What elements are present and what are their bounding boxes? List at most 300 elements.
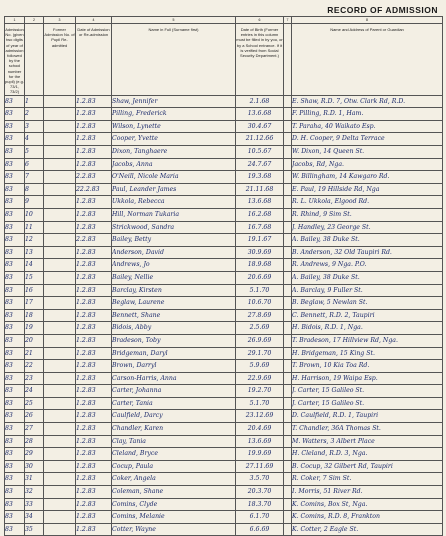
former-admission-no (44, 423, 76, 436)
former-admission-no (44, 221, 76, 234)
parent-name-address: R. Andrews, 9 Nga. P.O. (292, 259, 443, 272)
parent-name-address: J. Carter, 15 Galileo St. (292, 397, 443, 410)
admission-number: 31 (25, 473, 44, 486)
admission-year: 83 (5, 460, 25, 473)
table-row (5, 322, 443, 335)
admission-number: 34 (25, 511, 44, 524)
pupil-name: Caulfield, Darcy (112, 410, 236, 423)
table-row (5, 410, 443, 423)
admission-number: 5 (25, 146, 44, 159)
parent-name-address: A. Barclay, 9 Fuller St. (292, 284, 443, 297)
admission-date: 1.2.83 (76, 309, 112, 322)
pupil-name: Carter, Johanna (112, 385, 236, 398)
pupil-name: Barclay, Kirsten (112, 284, 236, 297)
admission-year: 83 (5, 234, 25, 247)
former-admission-no (44, 334, 76, 347)
admission-year: 83 (5, 259, 25, 272)
former-admission-no (44, 322, 76, 335)
admission-number: 32 (25, 486, 44, 499)
blank-cell (284, 523, 292, 536)
parent-name-address: H. Bidois, R.D. 1, Nga. (292, 322, 443, 335)
former-admission-no (44, 271, 76, 284)
date-of-birth: 18.9.68 (236, 259, 284, 272)
column-number: 8 (292, 17, 443, 24)
table-row (5, 473, 443, 486)
admission-number: 17 (25, 297, 44, 310)
admission-date: 1.2.83 (76, 486, 112, 499)
admission-date: 1.2.83 (76, 372, 112, 385)
admission-year: 83 (5, 309, 25, 322)
blank-cell (284, 183, 292, 196)
pupil-name: Bailey, Betty (112, 234, 236, 247)
table-row (5, 297, 443, 310)
blank-cell (284, 435, 292, 448)
table-row (5, 95, 443, 108)
admission-date: 1.2.83 (76, 397, 112, 410)
blank-cell (284, 334, 292, 347)
admission-date: 22.2.83 (76, 183, 112, 196)
column-number: 5 (112, 17, 236, 24)
date-of-birth: 20.4.69 (236, 423, 284, 436)
parent-name-address: K. Comins, R.D. 8, Frankton (292, 511, 443, 524)
blank-cell (284, 259, 292, 272)
parent-name-address: R. L. Ukkola, Elgood Rd. (292, 196, 443, 209)
admission-year: 83 (5, 498, 25, 511)
admission-year: 83 (5, 297, 25, 310)
admission-number: 33 (25, 498, 44, 511)
date-of-birth: 2.1.68 (236, 95, 284, 108)
date-of-birth: 16.2.68 (236, 208, 284, 221)
pupil-name: Beglaw, Laurene (112, 297, 236, 310)
parent-name-address: W. Billingham, 14 Kawgaro Rd. (292, 171, 443, 184)
admission-number: 25 (25, 397, 44, 410)
pupil-name: Comins, Melanie (112, 511, 236, 524)
blank-cell (284, 284, 292, 297)
former-admission-no (44, 360, 76, 373)
former-admission-no (44, 108, 76, 121)
pupil-name: Hill, Norman Tukaria (112, 208, 236, 221)
admission-date: 1.2.83 (76, 146, 112, 159)
parent-name-address: T. Brown, 10 Kia Toa Rd. (292, 360, 443, 373)
admission-number: 21 (25, 347, 44, 360)
blank-cell (284, 120, 292, 133)
admission-number: 27 (25, 423, 44, 436)
admission-year: 83 (5, 410, 25, 423)
date-of-birth: 10.6.70 (236, 297, 284, 310)
date-of-birth: 19.3.68 (236, 171, 284, 184)
table-row (5, 334, 443, 347)
date-of-birth: 29.1.70 (236, 347, 284, 360)
admission-date: 1.2.83 (76, 511, 112, 524)
admission-date: 1.2.83 (76, 259, 112, 272)
date-of-birth: 5.9.69 (236, 360, 284, 373)
date-of-birth: 20.3.70 (236, 486, 284, 499)
admission-number: 28 (25, 435, 44, 448)
pupil-name: Anderson, David (112, 246, 236, 259)
admission-number: 10 (25, 208, 44, 221)
date-of-birth: 27.8.69 (236, 309, 284, 322)
table-row (5, 196, 443, 209)
admission-year: 83 (5, 486, 25, 499)
header-name-in-full: Name in Full (Surname first) (112, 24, 236, 96)
blank-cell (284, 95, 292, 108)
parent-name-address: D. H. Cooper, 9 Delta Terrace (292, 133, 443, 146)
former-admission-no (44, 397, 76, 410)
pupil-name: Shaw, Jennifer (112, 95, 236, 108)
admission-year: 83 (5, 473, 25, 486)
column-number: 4 (76, 17, 112, 24)
table-row (5, 448, 443, 461)
blank-cell (284, 297, 292, 310)
table-row (5, 146, 443, 159)
parent-name-address: R. Coker, 7 Sim St. (292, 473, 443, 486)
admission-number: 24 (25, 385, 44, 398)
pupil-name: Dixon, Tanghaere (112, 146, 236, 159)
admission-date: 1.2.83 (76, 347, 112, 360)
date-of-birth: 27.11.69 (236, 460, 284, 473)
pupil-name: Bidois, Abby (112, 322, 236, 335)
table-row (5, 423, 443, 436)
admission-year: 83 (5, 271, 25, 284)
former-admission-no (44, 95, 76, 108)
admission-number: 8 (25, 183, 44, 196)
table-row (5, 523, 443, 536)
former-admission-no (44, 410, 76, 423)
parent-name-address: B. Beglaw, 5 Newlan St. (292, 297, 443, 310)
admission-number: 15 (25, 271, 44, 284)
blank-cell (284, 196, 292, 209)
pupil-name: Bailey, Nellie (112, 271, 236, 284)
blank-cell (284, 360, 292, 373)
admission-year: 83 (5, 120, 25, 133)
admission-date: 1.2.83 (76, 448, 112, 461)
blank-cell (284, 234, 292, 247)
admission-date: 1.2.83 (76, 334, 112, 347)
parent-name-address: T. Chandler, 36A Thomas St. (292, 423, 443, 436)
parent-name-address: A. Bailey, 38 Duke St. (292, 271, 443, 284)
former-admission-no (44, 523, 76, 536)
former-admission-no (44, 435, 76, 448)
parent-name-address: M. Watters, 3 Albert Place (292, 435, 443, 448)
blank-cell (284, 460, 292, 473)
admission-date: 1.2.83 (76, 271, 112, 284)
former-admission-no (44, 309, 76, 322)
parent-name-address: W. Dixon, 14 Queen St. (292, 146, 443, 159)
column-number: 3 (44, 17, 76, 24)
table-row (5, 385, 443, 398)
column-number: 6 (236, 17, 284, 24)
blank-cell (284, 385, 292, 398)
admission-date: 1.2.83 (76, 423, 112, 436)
blank-cell (284, 158, 292, 171)
blank-cell (284, 511, 292, 524)
admission-year: 83 (5, 183, 25, 196)
former-admission-no (44, 171, 76, 184)
admission-year: 83 (5, 397, 25, 410)
pupil-name: Andrews, Jo (112, 259, 236, 272)
blank-cell (284, 221, 292, 234)
blank-cell (284, 133, 292, 146)
parent-name-address: H. Cleland, R.D. 3, Nga. (292, 448, 443, 461)
parent-name-address: E. Shaw, R.D. 7, Otw. Clark Rd, R.D. (292, 95, 443, 108)
former-admission-no (44, 297, 76, 310)
date-of-birth: 21.12.66 (236, 133, 284, 146)
header-blank (25, 24, 44, 96)
column-number: 2 (25, 17, 44, 24)
pupil-name: Cocup, Paula (112, 460, 236, 473)
admission-number: 7 (25, 171, 44, 184)
admission-date: 1.2.83 (76, 460, 112, 473)
admission-year: 83 (5, 196, 25, 209)
pupil-name: Carson-Harris, Anna (112, 372, 236, 385)
table-row (5, 486, 443, 499)
date-of-birth: 18.3.70 (236, 498, 284, 511)
admission-date: 2.2.83 (76, 234, 112, 247)
admission-date: 1.2.83 (76, 284, 112, 297)
admission-number: 19 (25, 322, 44, 335)
date-of-birth: 13.6.68 (236, 196, 284, 209)
table-row (5, 271, 443, 284)
admission-date: 1.2.83 (76, 208, 112, 221)
admission-year: 83 (5, 423, 25, 436)
parent-name-address: H. Bridgeman, 15 King St. (292, 347, 443, 360)
pupil-name: Bradeson, Toby (112, 334, 236, 347)
blank-cell (284, 473, 292, 486)
admission-year: 83 (5, 372, 25, 385)
page-title: RECORD OF ADMISSION (327, 5, 438, 15)
date-of-birth: 30.9.69 (236, 246, 284, 259)
blank-cell (284, 309, 292, 322)
parent-name-address: J. Carter, 15 Galileo St. (292, 385, 443, 398)
pupil-name: Comins, Clyde (112, 498, 236, 511)
admission-number: 14 (25, 259, 44, 272)
pupil-name: Strickwood, Sandra (112, 221, 236, 234)
former-admission-no (44, 284, 76, 297)
former-admission-no (44, 385, 76, 398)
admission-number: 35 (25, 523, 44, 536)
parent-name-address: K. Comins, Box St, Nga. (292, 498, 443, 511)
admission-year: 83 (5, 385, 25, 398)
former-admission-no (44, 208, 76, 221)
admission-year: 83 (5, 511, 25, 524)
admission-date: 1.2.83 (76, 158, 112, 171)
former-admission-no (44, 486, 76, 499)
admission-year: 83 (5, 158, 25, 171)
column-number: 7 (284, 17, 292, 24)
former-admission-no (44, 146, 76, 159)
table-row (5, 397, 443, 410)
admission-date: 1.2.83 (76, 410, 112, 423)
parent-name-address: B. Cocup, 32 Gilbert Rd, Taupiri (292, 460, 443, 473)
pupil-name: Chandler, Karen (112, 423, 236, 436)
admission-number: 26 (25, 410, 44, 423)
former-admission-no (44, 234, 76, 247)
table-row (5, 511, 443, 524)
pupil-name: Coleman, Shane (112, 486, 236, 499)
admission-number: 29 (25, 448, 44, 461)
date-of-birth: 16.7.68 (236, 221, 284, 234)
blank-cell (284, 448, 292, 461)
admission-year: 83 (5, 334, 25, 347)
admission-date: 1.2.83 (76, 221, 112, 234)
date-of-birth: 24.7.67 (236, 158, 284, 171)
blank-cell (284, 498, 292, 511)
admission-date: 1.2.83 (76, 108, 112, 121)
parent-name-address: H. Harrison, 19 Waipa Esp. (292, 372, 443, 385)
blank-cell (284, 271, 292, 284)
parent-name-address: K. Cotter, 2 Eagle St. (292, 523, 443, 536)
date-of-birth: 30.4.67 (236, 120, 284, 133)
admission-date: 1.2.83 (76, 95, 112, 108)
former-admission-no (44, 460, 76, 473)
header-date-of-birth: Date of Birth (Former entries in this column must be filled in by you, or by a School entrance. If it is verified from Social Security Department.) (236, 24, 284, 96)
table-row (5, 208, 443, 221)
table-row (5, 108, 443, 121)
blank-cell (284, 322, 292, 335)
pupil-name: O'Neill, Nicole Maria (112, 171, 236, 184)
admission-register-table (4, 16, 443, 536)
date-of-birth: 19.1.67 (236, 234, 284, 247)
blank-cell (284, 347, 292, 360)
parent-name-address: F. Pilling, R.D. 1, Ham. (292, 108, 443, 121)
table-row (5, 133, 443, 146)
admission-year: 83 (5, 146, 25, 159)
table-row (5, 259, 443, 272)
parent-name-address: A. Bailey, 38 Duke St. (292, 234, 443, 247)
admission-year: 83 (5, 448, 25, 461)
admission-number: 13 (25, 246, 44, 259)
pupil-name: Jacobs, Anna (112, 158, 236, 171)
pupil-name: Clay, Tania (112, 435, 236, 448)
parent-name-address: D. Caulfield, R.D. 1, Taupiri (292, 410, 443, 423)
date-of-birth: 23.12.69 (236, 410, 284, 423)
date-of-birth: 10.5.67 (236, 146, 284, 159)
parent-name-address: Jacobs, Rd, Nga. (292, 158, 443, 171)
admission-date: 1.2.83 (76, 360, 112, 373)
former-admission-no (44, 347, 76, 360)
admission-number: 9 (25, 196, 44, 209)
admission-year: 83 (5, 360, 25, 373)
former-admission-no (44, 259, 76, 272)
blank-cell (284, 208, 292, 221)
blank-cell (284, 486, 292, 499)
column-header-row (5, 24, 443, 96)
admission-year: 83 (5, 435, 25, 448)
table-row (5, 347, 443, 360)
admission-year: 83 (5, 133, 25, 146)
admission-year: 83 (5, 108, 25, 121)
admission-year: 83 (5, 208, 25, 221)
parent-name-address: R. Rhind, 9 Sim St. (292, 208, 443, 221)
admission-date: 1.2.83 (76, 297, 112, 310)
pupil-name: Wilson, Lynette (112, 120, 236, 133)
pupil-name: Cooper, Yvette (112, 133, 236, 146)
admission-number: 18 (25, 309, 44, 322)
admission-year: 83 (5, 322, 25, 335)
date-of-birth: 13.6.68 (236, 108, 284, 121)
date-of-birth: 20.6.69 (236, 271, 284, 284)
parent-name-address: B. Anderson, 32 Old Taupiri Rd. (292, 246, 443, 259)
date-of-birth: 5.1.70 (236, 397, 284, 410)
admission-year: 83 (5, 347, 25, 360)
pupil-name: Carter, Tania (112, 397, 236, 410)
table-row (5, 360, 443, 373)
pupil-name: Bennett, Shane (112, 309, 236, 322)
blank-cell (284, 108, 292, 121)
parent-name-address: C. Bennett, R.D. 2, Taupiri (292, 309, 443, 322)
former-admission-no (44, 511, 76, 524)
date-of-birth: 3.5.70 (236, 473, 284, 486)
admission-year: 83 (5, 95, 25, 108)
admission-year: 83 (5, 221, 25, 234)
former-admission-no (44, 473, 76, 486)
admission-date: 1.2.83 (76, 133, 112, 146)
former-admission-no (44, 246, 76, 259)
blank-cell (284, 146, 292, 159)
pupil-name: Cotter, Wayne (112, 523, 236, 536)
admission-number: 4 (25, 133, 44, 146)
table-row (5, 171, 443, 184)
table-row (5, 221, 443, 234)
blank-cell (284, 423, 292, 436)
admission-number: 1 (25, 95, 44, 108)
admission-number: 3 (25, 120, 44, 133)
former-admission-no (44, 133, 76, 146)
admission-number: 30 (25, 460, 44, 473)
pupil-name: Cleland, Bryce (112, 448, 236, 461)
admission-number: 12 (25, 234, 44, 247)
pupil-name: Brown, Darryl (112, 360, 236, 373)
table-row (5, 435, 443, 448)
table-row (5, 246, 443, 259)
date-of-birth: 21.11.68 (236, 183, 284, 196)
blank-cell (284, 372, 292, 385)
admission-number: 2 (25, 108, 44, 121)
blank-cell (284, 246, 292, 259)
admission-number: 16 (25, 284, 44, 297)
date-of-birth: 2.5.69 (236, 322, 284, 335)
admission-year: 83 (5, 246, 25, 259)
header-date-of-admission: Date of Admission or Re-admission (76, 24, 112, 96)
admission-number: 22 (25, 360, 44, 373)
blank-cell (284, 171, 292, 184)
table-row (5, 498, 443, 511)
parent-name-address: I. Morris, 51 River Rd. (292, 486, 443, 499)
pupil-name: Pilling, Frederick (112, 108, 236, 121)
former-admission-no (44, 498, 76, 511)
date-of-birth: 13.6.69 (236, 435, 284, 448)
former-admission-no (44, 372, 76, 385)
admission-date: 1.2.83 (76, 435, 112, 448)
admission-number: 20 (25, 334, 44, 347)
table-row (5, 372, 443, 385)
pupil-name: Bridgeman, Daryl (112, 347, 236, 360)
header-former-admission-no: Former Admission No. of Pupil Re-admitted (44, 24, 76, 96)
admission-date: 1.2.83 (76, 246, 112, 259)
parent-name-address: J. Handley, 23 George St. (292, 221, 443, 234)
parent-name-address: T. Paraha, 40 Waikato Esp. (292, 120, 443, 133)
admission-number: 6 (25, 158, 44, 171)
admission-date: 2.2.83 (76, 171, 112, 184)
former-admission-no (44, 196, 76, 209)
admission-year: 83 (5, 171, 25, 184)
blank-cell (284, 397, 292, 410)
header-parent-guardian: Name and Address of Parent or Guardian (292, 24, 443, 96)
column-number-row (5, 17, 443, 24)
admission-date: 1.2.83 (76, 498, 112, 511)
date-of-birth: 26.9.69 (236, 334, 284, 347)
table-row (5, 120, 443, 133)
